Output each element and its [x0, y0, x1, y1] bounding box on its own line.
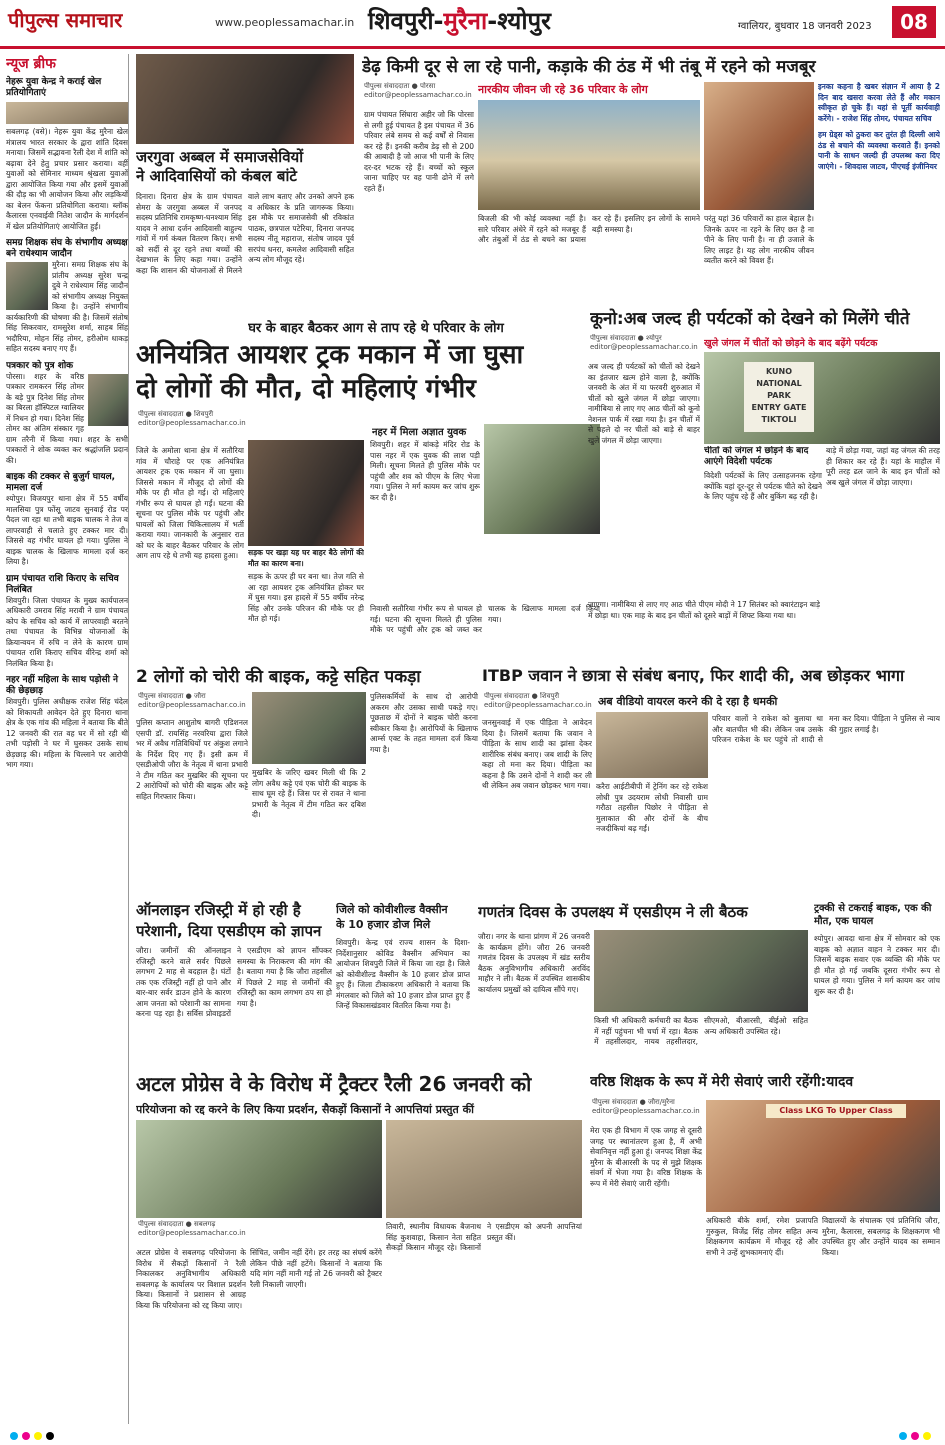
masthead: [0, 0, 945, 49]
brief-body: श्योपुर। विजयपुर थाना क्षेत्र में 55 वर्षीय मालसिया पुत्र फोंसू जाटव सुनवाई रोड पर पैदल जा रहा था तभी बाइक चालक ने तेज व लापरवाही से चलाते हुए टक्कर मार दी। जिससे वह गंभीर घायल हो गया। पुलिस ने बाइक चालक के खिलाफ मामला दर्ज कर लिया है।: [6, 494, 128, 566]
registration-mark: [22, 1432, 30, 1440]
story6-body: जनसुनवाई में एक पीड़िता ने आवेदन दिया है। जिसमें बताया कि जवान ने पीड़िता के साथ शादी का झांसा देकर शारीरिक संबंध बनाए। जब शादी के लिए कहा तो मना कर दिया। पीड़िता का कहना है कि उसने दोनों ने शादी कर ली थी लेकिन अब जवान छोड़कर भाग गया।: [482, 718, 592, 790]
cheetah-caption-body: विदेशी पर्यटकों के लिए उत्साहजनक रहेगा क्योंकि यहां दूर-दूर से पर्यटक चीते को देखने के लिए पहुंच रहे हैं और बुकिंग बढ़ रही है।: [704, 471, 822, 501]
women-water-photo: [704, 82, 814, 210]
brief-item: [6, 238, 128, 355]
story3-byline: [138, 410, 248, 434]
story11-body-3: तिवारी, स्थानीय विधायक बैजनाथ सिंह कुशवाहा, किसान नेता सहित सैकड़ों किसान मौजूद रहे। किसानों ने एसडीएम को अपनी आपत्तियां प्रस्तुत कीं।: [386, 1222, 582, 1252]
title-part-a: शिवपुरी-: [368, 7, 444, 35]
truck-photo: [248, 440, 364, 546]
story7-body: जौरा। जमीनों की ऑनलाइन रजिस्ट्री करने वाले सर्वर पिछले लगभग 2 माह से बदहाल है। घंटों तक एक रजिस्ट्री नहीं हो पाने और बार-बार सर्वर डाउन होने के कारण आम जनता को परेशानी का सामना करना पड़ रहा है। सर्विस प्रोवाइडरों ने एसडीएम को ज्ञापन सौंपकर समस्या के निराकरण की मांग की है। बताया गया है कि जौरा तहसील में पिछले 2 माह से जमीनों की रजिस्ट्री का काम लगभग ठप सा हो गया है।: [136, 946, 332, 1018]
cheetah-caption: चीतों को जंगल में छोड़ने के बाद आएंगे विदेशी पर्यटक: [704, 446, 809, 467]
story5-byline: [138, 692, 248, 716]
quote-engineer: हम ग्रेड्स को ठुकरा कर तुरंत ही दिल्ली आये ठंड से बचाने की व्यवस्था करवाते हैं। इनको पानी के साधन जल्दी ही उपलब्ध करा दिए जाएंगे। - शिवदास जाटव, पीएचई इंजीनियर: [818, 130, 940, 171]
brief-headline: बाइक की टक्कर से बुजुर्ग घायल, मामला दर्ज: [6, 472, 116, 493]
crowd-photo: [386, 1120, 582, 1218]
story2-headline: डेढ़ किमी दूर से ला रहे पानी, कड़ाके की ठंड में भी तंबू में रहने को मजबूर: [362, 57, 816, 77]
park-sign: [744, 362, 814, 432]
story3-body: जिले के अमोला थाना क्षेत्र में सतौरिया गांव में चौराहे पर एक अनियंत्रित आयशर ट्रक एक मकान में जा घुसा। जिससे मकान में मौजूद दो लोगों की मौके पर ही मौत हो गई। दो महिलाएं गंभीर रूप से घायल हो गईं। घटना की सूचना पर पुलिस मौके पर पहुंची और घायलों को जिला चिकित्सालय में भर्ती कराया गया। जानकारी के अनुसार रात को घर के बाहर बैठकर परिवार के लोग आग ताप रहे थे तभी यह हादसा हुआ।: [136, 446, 244, 560]
brief-item: [6, 472, 128, 568]
byline-email: editor@peoplessamachar.co.in: [138, 701, 246, 709]
registration-mark: [923, 1432, 931, 1440]
story11-body-2: सिंचित, जमीन नहीं देंगे। हर तरह का संघर्ष करेंगे लेकिन पीछे नहीं हटेंगे। किसानों ने बताया कि यदि मांग नहीं मानी गई तो 26 जनवरी को ट्रैक्टर रैली निकाली जाएगी।: [250, 1248, 382, 1289]
registration-mark: [46, 1432, 54, 1440]
story9-headline: गणतंत्र दिवस के उपलक्ष्य में एसडीएम ने ली बैठक: [478, 903, 748, 921]
body-found-photo: [484, 424, 600, 534]
blanket-photo: [136, 54, 354, 144]
brief-body: मुरैना। समग्र शिक्षक संघ के प्रांतीय अध्यक्ष सुरेश चन्द्र दुबे ने राधेश्याम सिंह जादौन को संभागीय अध्यक्ष नियुक्त किया है। उन्होंने संभागीय कार्यकारिणी की घोषणा की है। जिसमें संतोष सिंह सिकरवार, रामसुरेश शर्मा, साहब सिंह भदौरिया, मोहन सिंह तोमर, हरीओम धाकड़ सहित सदस्य बनाए गए हैं।: [6, 260, 128, 353]
story6-headline: ITBP जवान ने छात्रा से संबंध बनाए, फिर शादी की, अब छोड़कर भागा: [482, 666, 905, 685]
brief-item: [6, 675, 128, 771]
page-number: 08: [892, 6, 936, 38]
sign-line3: TIKTOLI: [761, 415, 797, 424]
registration-mark: [10, 1432, 18, 1440]
story4-body-2: जाएगा। नामीबिया से लाए गए आठ चीते पीएम मोदी ने 17 सितंबर को क्वारंटाइन बाड़े में छोड़ा था। एक माह के बाद इन चीतों को दूसरे बाड़ों में शिफ्ट किया गया था।: [588, 600, 820, 620]
story5-body-2: मुखबिर के जरिए खबर मिली थी कि 2 लोग अवैध कट्टे एवं एक चोरी की बाइक के साथ घूम रहे हैं। जिस पर से रावत ने थाना प्रभारी के नेतृत्व में टीम गठित कर दबिश दी।: [252, 768, 366, 819]
title-part-c: -श्योपुर: [487, 7, 551, 35]
story4-headline: कूनो:अब जल्द ही पर्यटकों को देखने को मिलेंगे चीते: [590, 309, 910, 329]
story6-byline: [484, 692, 594, 716]
story7-headline: [136, 900, 326, 944]
story10-headline: ट्रक्की से टकराई बाइक, एक की मौत, एक घायल: [814, 903, 932, 927]
rally-photo: [136, 1120, 382, 1218]
story2-body: ग्राम पंचायत सिंघारा अहीर जो कि पोरसा से लगी हुई पंचायत है इस पंचायत में 36 परिवार लंबे समय से कई वर्षों से निवास कर रहे हैं। इनकी करीब डेढ़ सौ से 200 की आबादी है जो आज भी पानी के लिए दर-दर भटक रहे हैं। बच्चों को स्कूल जाना चाहिए पर वह पानी ढोने में लगे रहते हैं।: [364, 110, 474, 193]
brief-body: पोरसा। शहर के वरिष्ठ पत्रकार रामकरन सिंह तोमर के बड़े पुत्र दिनेश सिंह तोमर का बिरला हॉस्पिटल ग्वालियर में निधन हो गया। दिनेश सिंह तोमर का अंतिम संस्कार गृह ग्राम तरैनी में किया गया। शहर के सभी पत्रकारों ने शोक व्यक्त कर श्रद्धांजलि प्रदान की।: [6, 371, 128, 465]
cheetah-caption-box: [704, 446, 822, 596]
story6-body-3: परिवार वालों ने राकेश को बुलाया था और बातचीत भी की। लेकिन जब उसके परिजन राकेश के घर पहुंचे तो शादी से मना कर दिया। पीड़िता ने पुलिस से न्याय की गुहार लगाई है।: [712, 714, 940, 744]
byline-email: editor@peoplessamachar.co.in: [592, 1107, 700, 1115]
story3-kicker: घर के बाहर बैठकर आग से ताप रहे थे परिवार के लोग: [248, 321, 504, 336]
brief-body: सबलगढ़ (वसे)। नेहरू युवा केंद्र मुरैना खेल मंत्रालय भारत सरकार के द्वारा शांति दिवस मनाया। जिसमें सद्भावना रैली देश में शांति को बढ़ावा देने हेतु प्रचार प्रसार कराया। वहीं युवाओं को सेमिनार माध्यम श्रृंखला युवाओं द्वारा आयोजित किया गया और इसमें युवाओं की दौड़ का भी आयोजन किया और लड़कियों का बेलन फेंकना प्रतियोगिता कराया। ब्लॉक कैलारस एनवाईवी नितेश जादौन के मार्गदर्शन में खेल प्रतियोगिताएं आयोजित हुईं।: [6, 127, 128, 231]
story3-body-2: सड़क के ऊपर ही घर बना था। तेज गति से आ रहा आयशर ट्रक अनियंत्रित होकर घर में घुस गया। इस हादसे में 55 वर्षीय नरेन्द्र सिंह और उनके परिजन की मौके पर ही मौत हो गई।: [248, 572, 364, 623]
dateline: ग्वालियर, बुधवार 18 जनवरी 2023: [738, 21, 872, 32]
meeting-photo: [594, 930, 808, 1012]
news-brief-column: [6, 54, 129, 1424]
story2-body-2: बिजली की भी कोई व्यवस्था नहीं है। सारे परिवार अंधेरे में रहने को मजबूर हैं और तंबुओं में ठंड से बचने का प्रयास कर रहे हैं। इसलिए इन लोगों के सामने बड़ी समस्या है।: [478, 214, 700, 244]
story11-subhead: परियोजना को रद्द करने के लिए किया प्रदर्शन, सैकड़ों किसानों ने आपत्तियां प्रस्तुत कीं: [136, 1103, 474, 1116]
portrait-photo: [6, 262, 48, 310]
byline-email: editor@peoplessamachar.co.in: [484, 701, 592, 709]
brief-body: शिवपुरी। जिला पंचायत के मुख्य कार्यपालन अधिकारी उमराव सिंह मरावी ने ग्राम पंचायत कोप के सचिव को कार्य में लापरवाही बरतने तथा पंचायत के विभिन्न योजनाओं के क्रियान्वयन में रुचि न लेने के कारण ग्राम पंचायत राशि किराए सचिव वीरेन्द्र शर्मा को निलंबित किया है।: [6, 595, 128, 668]
paper-logo: पीपुल्स समाचार: [8, 8, 123, 32]
story12-body-3: विद्यालयों के संचालक एवं प्रतिनिधि जौरा, मुरैना, कैलारस, सबलगढ़ के शिक्षकगण भी उपस्थित हुए और उन्होंने यादव का सम्मान किया।: [822, 1216, 940, 1257]
page-title: [368, 4, 551, 37]
story5-body: पुलिस कप्तान आशुतोष बागरी एडिशनल एसपी डॉ. रायसिंह नरवरिया द्वारा जिले भर में अवैध गतिविधियों पर अंकुश लगाने के निर्देश दिए गए हैं। इसी क्रम में एसडीओपी जौरा के नेतृत्व में थाना प्रभारी ने टीम गठित कर मुखबिर की सूचना पर 2 आरोपियों को चोरी की बाइक और कट्टे सहित गिरफ्तार किया।: [136, 718, 248, 801]
story5-headline: 2 लोगों को चोरी की बाइक, कट्टे सहित पकड़ा: [136, 667, 421, 687]
story3-head-line1: अनियंत्रित आयशर ट्रक मकान में जा घुसा: [136, 340, 524, 370]
registration-mark: [911, 1432, 919, 1440]
registration-mark: [899, 1432, 907, 1440]
sign-line1: KUNO NATIONAL PARK: [756, 367, 802, 400]
brief-item: [6, 77, 128, 232]
story4-body-3: बाड़े में छोड़ा गया, जहां वह जंगल की तरह ही शिकार कर रहे हैं। यहां के माहौल में पूरी तरह ढल जाने के बाद इन चीतों को अब खुले जंगल में छोड़ा जाएगा।: [826, 446, 940, 487]
story8-head-line2: के 10 हजार डोज मिले: [336, 918, 431, 931]
brief-label: न्यूज ब्रीफ: [6, 56, 56, 72]
website: www.peoplessamachar.in: [215, 16, 355, 29]
brief-photo: [6, 102, 128, 124]
story6-subhead: अब वीडियो वायरल करने की दे रहा है धमकी: [598, 695, 778, 708]
byline-email: editor@peoplessamachar.co.in: [138, 1229, 246, 1237]
story3-head-line2: दो लोगों की मौत, दो महिलाएं गंभीर: [136, 374, 476, 404]
story10-body: श्योपुर। आवदा थाना क्षेत्र में सोमवार को एक बाइक को अज्ञात वाहन ने टक्कर मार दी। जिसमें बाइक सवार एक व्यक्ति की मौके पर ही मौत हो गई जबकि दूसरा गंभीर रूप से घायल हो गया। पुलिस ने मर्ग कायम कर जांच शुरू कर दी है।: [814, 934, 940, 996]
story6-body-2: करैरा आईटीबीपी में ट्रेनिंग कर रहे राकेश लोधी पुत्र उदयराम लोधी निवासी ग्राम गरौठा तहसील पिछोर ने पीड़िता से मुलाकात की और दोनों के बीच नजदीकियां बढ़ गईं।: [596, 782, 708, 833]
story9-body: जौरा। नगर के थाना प्रांगण में 26 जनवरी के कार्यक्रम होंगे। जौरा 26 जनवरी गणतंत्र दिवस के उपलक्ष्य में खंड स्तरीय बैठक अनुविभागीय अधिकारी अरविंद माहौर ने ली। बैठक में उपस्थित शासकीय कार्यालय प्रमुखों को दायित्व सौंपे गए।: [478, 932, 590, 994]
story1-head-line1: जरगुवा अब्बल में समाजसेवियों: [136, 148, 304, 166]
story11-byline: [138, 1220, 248, 1244]
story4-body: अब जल्द ही पर्यटकों को चीतों को देखने का इंतजार खत्म होने वाला है, क्योंकि जनवरी के अंत में या फरवरी शुरुआत में चीतों को खुले जंगल में छोड़ा जाएगा। नामीबिया से लाए गए आठ चीतों को कूनो नेशनल पार्क में रखा गया है। इन चीतों में से पहले दो नर चीतों को बाड़े से बाहर खुले जंगल में छोड़ा जाएगा।: [588, 362, 700, 445]
brief-item: [6, 574, 128, 670]
byline: पीपुल्स संवाददाता ● श्योपुर: [590, 334, 662, 342]
story2-body-3: परंतु यहां 36 परिवारों का हाल बेहाल है। जिनके ऊपर ना रहने के लिए छत है ना पीने के लिए पानी है। ना ही उजाले के लिए लाइट है। यह लोग नारकीय जीवन व्यतीत करने को विवश हैं।: [704, 214, 814, 265]
story7-head-line2: परेशानी, दिया एसडीएम को ज्ञापन: [136, 922, 322, 940]
story12-byline: [592, 1098, 712, 1122]
byline: पीपुल्स संवाददाता ● जौरा: [138, 692, 206, 700]
kuno-gate-photo: [704, 352, 940, 444]
brief-headline: पत्रकार को पुत्र शोक: [6, 360, 74, 371]
story12-headline: वरिष्ठ शिक्षक के रूप में मेरी सेवाएं जारी रहेंगी:यादव: [590, 1074, 854, 1090]
story8-head-line1: जिले को कोवीशील्ड वैक्सीन: [336, 903, 448, 916]
registration-mark: [34, 1432, 42, 1440]
story3-body-3: निवासी सतौरिया गंभीर रूप से घायल हो गई। घटना की सूचना मिलते ही पुलिस मौके पर पहुंची और ट्रक को जब्त कर चालक के खिलाफ मामला दर्ज किया गया।: [370, 604, 600, 634]
school-banner: Class LKG To Upper Class: [766, 1104, 906, 1118]
brief-item: [6, 361, 128, 467]
story12-body-2: अधिकारी बीके शर्मा, रमेश प्रजापति गुरुकुल, विजेंद्र सिंह तोमर सहित अन्य शिक्षकगण कार्यक्रम में मौजूद रहे और सभी ने उन्हें शुभकामनाएं दीं।: [706, 1216, 818, 1257]
story12-body: मेरा एक ही विभाग में एक जगह से दूसरी जगह पर स्थानांतरण हुआ है, मैं अभी सेवानिवृत्त नहीं हुआ हूं। जनपद शिक्षा केंद्र मुरैना के बीआरसी के पद से मुझे शिक्षक संवर्ग में भेजा गया है। वरिष्ठ शिक्षक के रूप में मेरी सेवाएं जारी रहेंगी।: [590, 1126, 702, 1188]
teacher-photo: [706, 1100, 940, 1212]
story1-headline: [136, 148, 354, 188]
byline: पीपुल्स संवाददाता ● सबलगढ़: [138, 1220, 216, 1228]
story9-body-2: किसी भी अधिकारी कर्मचारी का बैठक में नहीं पहुंचना भी चर्चा में रहा। बैठक में तहसीलदार, नायब तहसीलदार, सीएमओ, बीआरसी, बीईओ सहित अन्य अधिकारी उपस्थित रहे।: [594, 1016, 808, 1046]
byline-email: editor@peoplessamachar.co.in: [590, 343, 698, 351]
sign-line2: ENTRY GATE: [751, 403, 807, 412]
story1-head-line2: ने आदिवासियों को कंबल बांटे: [136, 167, 297, 185]
brief-headline: नेहरू युवा केन्द्र ने कराई खेल प्रतियोगिताएं: [6, 77, 102, 98]
story3-headline: [136, 338, 602, 410]
brief-headline: ग्राम पंचायत राशि किराए के सचिव निलंबित: [6, 573, 119, 595]
byline: पीपुल्स संवाददाता ● जौरा/मुरैना: [592, 1098, 675, 1106]
byline-email: editor@peoplessamachar.co.in: [138, 419, 246, 427]
byline: पीपुल्स संवाददाता ● शिवपुरी: [484, 692, 560, 700]
sketch-photo: [596, 712, 708, 778]
quotes-box: [818, 82, 940, 298]
byline-email: editor@peoplessamachar.co.in: [364, 91, 472, 99]
byline: पीपुल्स संवाददाता ● पोरसा: [364, 82, 436, 90]
story4-byline: [590, 334, 700, 358]
story7-head-line1: ऑनलाइन रजिस्ट्री में हो रही है: [136, 901, 301, 919]
story11-body: अटल प्रोग्रेस वे सबलगढ़ परियोजना के विरोध में सैकड़ों किसानों ने रैली निकालकर अनुविभागीय अधिकारी सबलगढ़ के कार्यालय पर विशाल प्रदर्शन किया। किसानों ने प्रशासन से आग्रह किया कि परियोजना को रद्द किया जाए।: [136, 1248, 246, 1310]
story2-byline: [364, 82, 474, 108]
brief-body: शिवपुरी। पुलिस अधीक्षक राजेश सिंह चंदेल को शिकायती आवेदन देते हुए दिनारा थाना क्षेत्र के एक गांव की महिला ने बताया कि बीते 12 जनवरी की रात वह घर में सो रही थी तभी पड़ोसी ने घर में घुसकर उसके साथ छेड़छाड़ की। महिला के चिल्लाने पर आरोपी भाग गया।: [6, 697, 128, 769]
story11-headline: अटल प्रोग्रेस वे के विरोध में ट्रैक्टर रैली 26 जनवरी को: [136, 1072, 532, 1096]
story8-body: शिवपुरी। केन्द्र एवं राज्य शासन के दिशा-निर्देशानुसार कोविड वैक्सीन अभियान का आयोजन शिवपुरी जिले में किया जा रहा है। जिले को कोवीशील्ड वैक्सीन के 10 हजार डोज प्राप्त हुए हैं। जिला टीकाकरण अधिकारी ने बताया कि मंगलवार को जिले को 10 हजार डोज प्राप्त हुए हैं जिन्हें विकासखंडवार वितरित किया गया है।: [336, 938, 470, 1010]
story2-subhead: नारकीय जीवन जी रहे 36 परिवार के लोग: [478, 83, 648, 96]
arrest-photo: [252, 692, 366, 764]
portrait-photo: [88, 374, 128, 426]
brief-headline: नहर नहीं महिला के साथ पड़ोसी ने की छेड़छाड़: [6, 675, 119, 696]
divider: [136, 302, 602, 303]
byline: पीपुल्स संवाददाता ● शिवपुरी: [138, 410, 214, 418]
quote-secretary: इनका कहना है खबर संज्ञान में आया है 2 दिन बाद खसरा करवा लेते हैं और मकान स्वीकृत हो चुके हैं। यहां से पूर्ती कार्यवाही करेंगे। - राजेश सिंह तोमर, पंचायत सचिव: [818, 82, 940, 123]
story5-body-3: पुलिसकर्मियों के साथ दो आरोपी अकरम और उसका साथी पकड़े गए। पूछताछ में दोनों ने बाइक चोरी करना स्वीकार किया है। आरोपियों के खिलाफ आर्म्स एक्ट के तहत मामला दर्ज किया गया है।: [370, 692, 478, 754]
story8-headline: [336, 902, 470, 936]
title-part-b: मुरैना: [443, 7, 488, 35]
tent-photo: [478, 100, 700, 210]
story1-body: दिनारा। दिनारा क्षेत्र के ग्राम पंचायत सेमरा के जरगुवा अब्बल में जनपद सदस्य प्रतिनिधि रामकृष्ण-घनश्याम सिंह यादव ने आधा दर्जन आदिवासी बाहुल्य गांवों में गर्म कंबल वितरण किए। सभी को सर्दी से दूर रहने तथा बच्चों की देखभाल के लिए कहा गया। उन्होंने कहा कि शासन की योजनाओं से मिलने वाले लाभ बताए और उनको अपने हक व अधिकार के प्रति जागरूक किया। इस मौके पर समाजसेवी श्री रविकांत पाठक, छत्रपाल पटेरिया, दिनारा जनपद सदस्य नीतू महाराज, संतोष जादव पूर्व सरपंच धनरा, कमलेश आदिवासी सहित अन्य लोग मौजूद रहे।: [136, 192, 354, 275]
side-headline: नहर में मिला अज्ञात युवक: [372, 427, 467, 438]
side-body: शिवपुरी। शहर में बांकड़े मंदिर रोड के पास नहर में एक युवक की लाश पड़ी मिली। सूचना मिलते ही पुलिस मौके पर पहुंची और शव को पीएम के लिए भेजा गया। पुलिस ने मर्ग कायम कर जांच शुरू कर दी है।: [370, 440, 480, 502]
truck-caption: सड़क पर खड़ा यह घर बाहर बैठे लोगों की मौत का कारण बना।: [248, 548, 364, 568]
brief-headline: समग्र शिक्षक संघ के संभागीय अध्यक्ष बने राधेश्याम जादौन: [6, 238, 128, 259]
story4-subhead: खुले जंगल में चीतों को छोड़ने के बाद बढ़ेंगे पर्यटक: [704, 338, 878, 349]
